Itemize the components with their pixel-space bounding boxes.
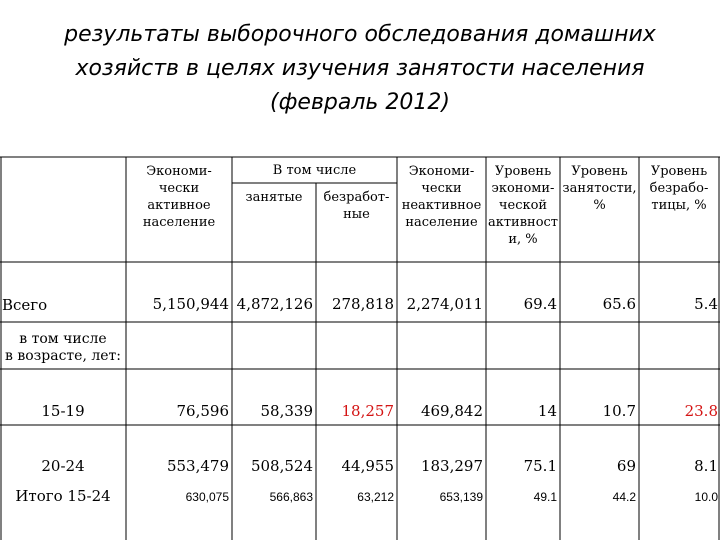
row-label-total: Всего [2,296,48,314]
row-label-total-15-24: Итого 15-24 [15,487,111,505]
cell-2024-employed: 508,524 [250,457,313,475]
cell-2024-inactive: 183,297 [420,457,483,475]
cell-total-activity-rate: 69.4 [523,295,557,313]
row-label-15-19: 15-19 [41,402,85,420]
cell-total-employment-rate: 65.6 [602,295,636,313]
row-subhead-age: в том числе в возрасте, лет: [5,331,121,364]
cell-1519-employed: 58,339 [260,402,313,420]
cell-1519-employment-rate: 10.7 [602,402,636,420]
cell-2024-unemployed: 44,955 [341,457,394,475]
cell-1519-activity-rate: 14 [537,402,557,420]
row-label-20-24: 20-24 [41,457,85,475]
header-economically-inactive: Экономи- чески неактивное население [401,164,482,230]
header-employment-rate: Уровень занятости, % [562,164,637,213]
header-unemployed: безработ- ные [323,190,390,222]
cell-1524-employed: 566,863 [269,490,313,504]
cell-1524-active: 630,075 [185,490,229,504]
cell-1524-unemployed: 63,212 [357,490,394,504]
cell-total-unemployment-rate: 5.4 [694,295,718,313]
cell-total-employed: 4,872,126 [236,295,313,313]
cell-1519-unemployed: 18,257 [341,402,394,420]
cell-1524-unemployment-rate: 10.0 [694,490,718,504]
cell-1524-inactive: 653,139 [439,490,483,504]
cell-2024-employment-rate: 69 [616,457,636,475]
cell-1524-employment-rate: 44.2 [612,490,636,504]
cell-1519-unemployment-rate: 23.8 [684,402,718,420]
cell-2024-active: 553,479 [166,457,229,475]
cell-total-active: 5,150,944 [152,295,229,313]
header-employed: занятые [245,190,303,205]
cell-2024-activity-rate: 75.1 [523,457,557,475]
cell-2024-unemployment-rate: 8.1 [694,457,718,475]
cell-1524-activity-rate: 49.1 [533,490,557,504]
header-economically-active: Экономи- чески активное население [142,164,216,230]
cell-total-inactive: 2,274,011 [406,295,483,313]
title-line-1: результаты выборочного обследования домашних [64,22,656,47]
header-unemployment-rate: Уровень безрабо- тицы, % [649,164,709,213]
title-line-3: (февраль 2012) [270,90,450,115]
cell-1519-active: 76,596 [176,402,229,420]
cell-1519-inactive: 469,842 [420,402,483,420]
cell-total-unemployed: 278,818 [331,295,394,313]
title-line-2: хозяйств в целях изучения занятости населения [75,56,645,81]
header-activity-rate: Уровень экономи- ческой активност и, % [487,164,558,247]
header-group-including: В том числе [272,163,357,178]
